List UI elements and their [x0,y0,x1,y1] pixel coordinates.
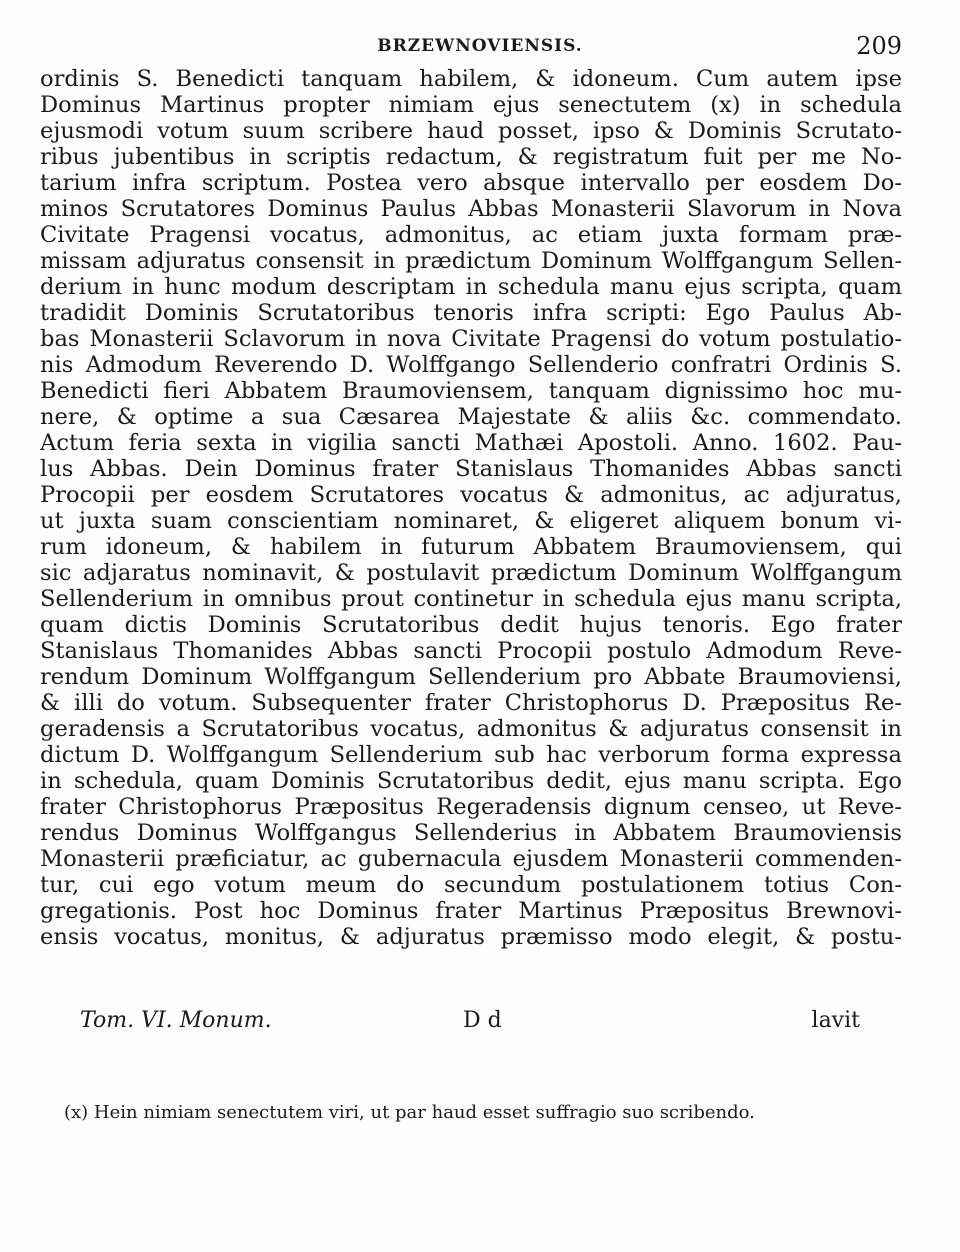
text-line: ribus jubentibus in scriptis redactum, & registratum fuit per me No- [40,144,902,170]
text-line: nere, & optime a sua Cæsarea Majestate & aliis &c. commendato. [40,404,902,430]
text-line: lus Abbas. Dein Dominus frater Stanislaus Thomanides Abbas sancti [40,456,902,482]
text-line: rendum Dominum Wolffgangum Sellenderium pro Abbate Braumoviensi, [40,664,902,690]
text-line: tarium infra scriptum. Postea vero absque intervallo per eosdem Do- [40,170,902,196]
page-footer [80,1008,860,1038]
body-text [40,66,902,950]
text-line: minos Scrutatores Dominus Paulus Abbas Monasterii Slavorum in Nova [40,196,902,222]
running-head [0,32,960,62]
footnote: (x) Hein nimiam senectutem viri, ut par haud esset suffragio suo scribendo. [64,1102,755,1123]
text-line: Benedicti fieri Abbatem Braumoviensem, tanquam dignissimo hoc mu- [40,378,902,404]
text-line: Actum feria sexta in vigilia sancti Mathæi Apostoli. Anno. 1602. Pau- [40,430,902,456]
text-line: missam adjuratus consensit in prædictum Dominum Wolffgangum Sellen- [40,248,902,274]
text-line: Procopii per eosdem Scrutatores vocatus & admonitus, ac adjuratus, [40,482,902,508]
catchword: lavit [811,1008,860,1033]
text-line: bas Monasterii Sclavorum in nova Civitate Pragensi do votum postulatio- [40,326,902,352]
text-line: tradidit Dominis Scrutatoribus tenoris infra scripti: Ego Paulus Ab- [40,300,902,326]
text-line: Stanislaus Thomanides Abbas sancti Procopii postulo Admodum Reve- [40,638,902,664]
text-line: tur, cui ego votum meum do secundum postulationem totius Con- [40,872,902,898]
volume-reference: Tom. VI. Monum. [80,1008,272,1033]
text-line: dictum D. Wolffgangum Sellenderium sub hac verborum forma expressa [40,742,902,768]
text-line: frater Christophorus Præpositus Regeradensis dignum censeo, ut Reve- [40,794,902,820]
running-title: BRZEWNOVIENSIS. [377,36,583,56]
text-line: Dominus Martinus propter nimiam ejus senectutem (x) in schedula [40,92,902,118]
text-line: ordinis S. Benedicti tanquam habilem, & idoneum. Cum autem ipse [40,66,902,92]
text-line: nis Admodum Reverendo D. Wolffgango Sellenderio confratri Ordinis S. [40,352,902,378]
text-line: sic adjaratus nominavit, & postulavit prædictum Dominum Wolffgangum [40,560,902,586]
text-line: Civitate Pragensi vocatus, admonitus, ac etiam juxta formam præ- [40,222,902,248]
text-line: Sellenderium in omnibus prout continetur in schedula ejus manu scripta, [40,586,902,612]
text-line: geradensis a Scrutatoribus vocatus, admonitus & adjuratus consensit in [40,716,902,742]
text-line: ut juxta suam conscientiam nominaret, & eligeret aliquem bonum vi- [40,508,902,534]
text-line: rendus Dominus Wolffgangus Sellenderius in Abbatem Braumoviensis [40,820,902,846]
text-line: Monasterii præficiatur, ac gubernacula ejusdem Monasterii commenden- [40,846,902,872]
page-number: 209 [856,32,902,60]
text-line: derium in hunc modum descriptam in schedula manu ejus scripta, quam [40,274,902,300]
text-line: rum idoneum, & habilem in futurum Abbatem Braumoviensem, qui [40,534,902,560]
text-line: in schedula, quam Dominis Scrutatoribus dedit, ejus manu scripta. Ego [40,768,902,794]
text-line: gregationis. Post hoc Dominus frater Martinus Præpositus Brewnovi- [40,898,902,924]
text-line: quam dictis Dominis Scrutatoribus dedit hujus tenoris. Ego frater [40,612,902,638]
signature-mark: D d [463,1008,502,1033]
text-line: & illi do votum. Subsequenter frater Christophorus D. Præpositus Re- [40,690,902,716]
text-line: ensis vocatus, monitus, & adjuratus præmisso modo elegit, & postu- [40,924,902,950]
text-line: ejusmodi votum suum scribere haud posset, ipso & Dominis Scrutato- [40,118,902,144]
